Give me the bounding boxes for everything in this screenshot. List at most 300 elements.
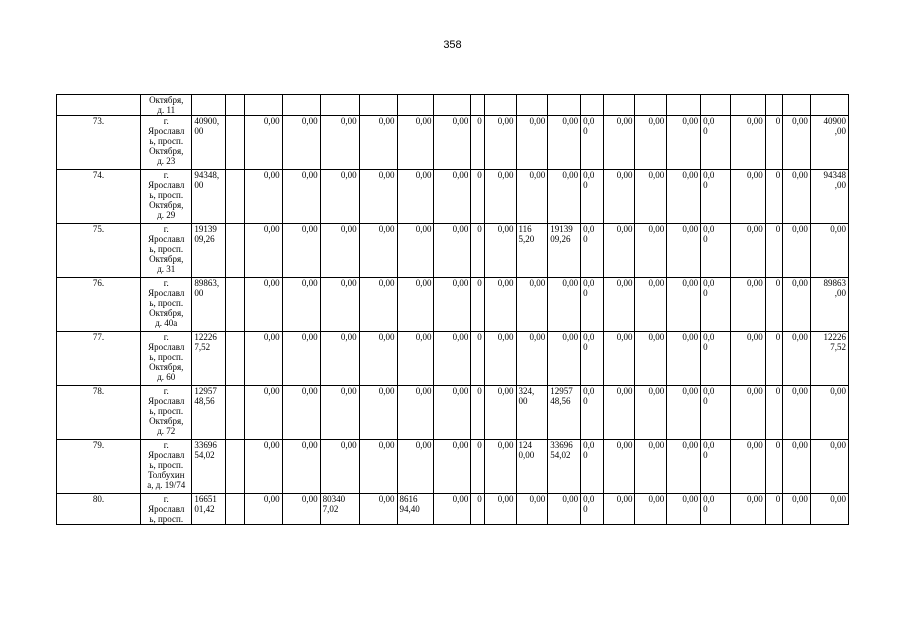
cell-line: д. 31: [157, 264, 176, 274]
value-cell: 0,00: [783, 494, 811, 525]
value-cell: [516, 386, 548, 440]
cell-line: 0,0: [703, 170, 715, 180]
value-cell: 0: [765, 386, 782, 440]
cell-line: ь, просп.: [149, 514, 184, 524]
value-cell: 0,00: [282, 224, 320, 278]
value-cell: [810, 332, 848, 386]
address-cell: [141, 332, 192, 386]
value-cell: [581, 170, 604, 224]
value-cell: [701, 386, 731, 440]
row-number-cell: 73.: [57, 116, 141, 170]
cell-line: 0,0: [703, 224, 715, 234]
cell-line: 5,20: [518, 234, 535, 244]
value-cell: 0,00: [730, 440, 765, 494]
cell-line: Ярославл: [148, 342, 185, 352]
table-row: [57, 332, 849, 386]
value-cell: 0: [765, 440, 782, 494]
value-cell: 0,00: [635, 278, 667, 332]
address-cell: [141, 170, 192, 224]
value-cell: 0,00: [244, 494, 282, 525]
value-cell: 0: [471, 386, 484, 440]
value-cell: 0,00: [667, 332, 701, 386]
cell-line: 0,00: [830, 494, 846, 504]
value-cell: [810, 278, 848, 332]
address-cell: [141, 440, 192, 494]
cell-line: 0,0: [583, 224, 595, 234]
value-cell: 0,00: [548, 494, 581, 525]
empty-cell: [783, 95, 811, 116]
value-cell: 0,00: [484, 278, 516, 332]
cell-line: 0: [583, 450, 588, 460]
cell-line: д. 11: [157, 105, 176, 115]
empty-cell: [581, 95, 604, 116]
cell-line: 124: [518, 440, 532, 450]
empty-cell: [320, 95, 359, 116]
cell-line: 0: [703, 450, 708, 460]
cell-line: Ярославл: [148, 180, 185, 190]
value-cell: 0: [471, 440, 484, 494]
value-cell: 0,00: [244, 224, 282, 278]
value-cell: 0,00: [282, 494, 320, 525]
value-cell: 0,00: [320, 332, 359, 386]
cell-line: 0: [703, 288, 708, 298]
value-cell: 0,00: [635, 170, 667, 224]
value-cell: 0,00: [603, 170, 635, 224]
cell-line: 0: [583, 342, 588, 352]
cell-line: ь, просп.: [149, 190, 184, 200]
cell-line: г.: [163, 278, 169, 288]
value-cell: 0,00: [548, 170, 581, 224]
cell-line: 0,0: [703, 494, 715, 504]
value-cell: 0,00: [603, 224, 635, 278]
value-cell: 0,00: [516, 494, 548, 525]
cell-line: Ярославл: [148, 504, 185, 514]
table-row: [57, 95, 849, 116]
value-cell: 0,00: [397, 440, 434, 494]
value-cell: 0,00: [244, 386, 282, 440]
table-row: [57, 494, 849, 525]
value-cell: 0: [765, 170, 782, 224]
cell-line: 0,0: [583, 278, 595, 288]
cell-line: 0,00: [518, 450, 535, 460]
value-cell: 0: [471, 116, 484, 170]
value-cell: 0,00: [434, 116, 471, 170]
empty-cell: [701, 95, 731, 116]
cell-line: 48,56: [194, 396, 215, 406]
cell-line: ь, просп.: [149, 244, 184, 254]
value-cell: 0,00: [730, 170, 765, 224]
empty-cell: [57, 95, 141, 116]
address-cell: [141, 278, 192, 332]
value-cell: 0,00: [635, 440, 667, 494]
value-cell: [192, 440, 226, 494]
empty-cell: [226, 95, 244, 116]
value-cell: [516, 224, 548, 278]
empty-cell: [359, 95, 397, 116]
cell-line: г.: [163, 494, 169, 504]
empty-cell: [226, 278, 244, 332]
cell-line: 12226: [823, 332, 846, 342]
cell-line: 0,0: [703, 332, 715, 342]
value-cell: [810, 386, 848, 440]
value-cell: [548, 440, 581, 494]
cell-line: 01,42: [194, 504, 215, 514]
cell-line: 33696: [550, 440, 573, 450]
cell-line: 48,56: [550, 396, 571, 406]
cell-line: д. 29: [157, 210, 176, 220]
value-cell: 0,00: [635, 386, 667, 440]
value-cell: 0,00: [516, 170, 548, 224]
value-cell: [548, 224, 581, 278]
cell-line: Октября,: [149, 362, 184, 372]
address-cell: [141, 494, 192, 525]
cell-line: а, д. 19/74: [147, 480, 186, 490]
cell-line: д. 72: [157, 426, 176, 436]
value-cell: [516, 440, 548, 494]
cell-line: 12957: [550, 386, 573, 396]
value-cell: [581, 332, 604, 386]
table-row: [57, 278, 849, 332]
empty-cell: [810, 95, 848, 116]
value-cell: [701, 116, 731, 170]
cell-line: д. 60: [157, 372, 176, 382]
empty-cell: [282, 95, 320, 116]
cell-line: 12957: [194, 386, 217, 396]
value-cell: 0: [471, 332, 484, 386]
value-cell: [192, 494, 226, 525]
value-cell: 0,00: [397, 224, 434, 278]
cell-line: ь, просп.: [149, 136, 184, 146]
value-cell: 0,00: [359, 116, 397, 170]
value-cell: 0,00: [730, 224, 765, 278]
value-cell: 0,00: [730, 332, 765, 386]
cell-line: Ярославл: [148, 450, 185, 460]
value-cell: 0,00: [667, 386, 701, 440]
cell-line: 0,0: [703, 386, 715, 396]
value-cell: 0,00: [783, 278, 811, 332]
empty-cell: [548, 95, 581, 116]
empty-cell: [484, 95, 516, 116]
value-cell: 0,00: [282, 170, 320, 224]
address-cell: [141, 224, 192, 278]
cell-line: Октября,: [149, 146, 184, 156]
empty-cell: [226, 116, 244, 170]
cell-line: ,00: [834, 180, 846, 190]
value-cell: 0,00: [434, 494, 471, 525]
value-cell: 0,00: [434, 332, 471, 386]
value-cell: 0,00: [320, 440, 359, 494]
value-cell: 0,00: [635, 224, 667, 278]
row-number-cell: 75.: [57, 224, 141, 278]
cell-line: 0,0: [583, 332, 595, 342]
row-number-cell: 77.: [57, 332, 141, 386]
value-cell: 0,00: [667, 440, 701, 494]
cell-line: 09,26: [550, 234, 571, 244]
row-number-cell: 76.: [57, 278, 141, 332]
cell-line: 00: [194, 126, 204, 136]
value-cell: 0,00: [516, 116, 548, 170]
cell-line: 7,02: [322, 504, 339, 514]
value-cell: 0,00: [667, 116, 701, 170]
cell-line: Ярославл: [148, 126, 185, 136]
value-cell: 0,00: [244, 116, 282, 170]
value-cell: 0,00: [244, 332, 282, 386]
cell-line: 7,52: [830, 342, 846, 352]
value-cell: 0,00: [484, 224, 516, 278]
cell-line: 7,52: [194, 342, 211, 352]
cell-line: 0,0: [583, 440, 595, 450]
value-cell: 0,00: [434, 224, 471, 278]
value-cell: 0,00: [282, 332, 320, 386]
value-cell: 0,00: [667, 170, 701, 224]
table-row: [57, 224, 849, 278]
cell-line: г.: [163, 224, 169, 234]
value-cell: [192, 332, 226, 386]
value-cell: 0,00: [244, 170, 282, 224]
value-cell: [581, 278, 604, 332]
value-cell: 0,00: [434, 386, 471, 440]
value-cell: 0,00: [397, 170, 434, 224]
value-cell: [701, 332, 731, 386]
cell-line: ь, просп.: [149, 406, 184, 416]
row-number-cell: 80.: [57, 494, 141, 525]
value-cell: 0,00: [434, 440, 471, 494]
cell-line: 0: [583, 180, 588, 190]
value-cell: [581, 116, 604, 170]
table-row: [57, 116, 849, 170]
empty-cell: [603, 95, 635, 116]
value-cell: 0,00: [730, 116, 765, 170]
address-cell: [141, 386, 192, 440]
cell-line: 0: [703, 396, 708, 406]
value-cell: 0,00: [635, 116, 667, 170]
cell-line: ,00: [834, 126, 846, 136]
cell-line: 89863,: [194, 278, 220, 288]
value-cell: 0,00: [244, 278, 282, 332]
cell-line: 0,00: [830, 440, 846, 450]
value-cell: 0,00: [484, 332, 516, 386]
empty-cell: [667, 95, 701, 116]
address-cell: [141, 116, 192, 170]
cell-line: 19139: [194, 224, 217, 234]
value-cell: 0,00: [244, 440, 282, 494]
value-cell: 0: [765, 494, 782, 525]
value-cell: [701, 440, 731, 494]
empty-cell: [471, 95, 484, 116]
cell-line: 0: [583, 234, 588, 244]
empty-cell: [226, 386, 244, 440]
cell-line: 94,40: [399, 504, 420, 514]
cell-line: г.: [163, 440, 169, 450]
value-cell: [320, 494, 359, 525]
cell-line: 0,0: [703, 440, 715, 450]
value-cell: [810, 116, 848, 170]
empty-cell: [397, 95, 434, 116]
table-row: [57, 170, 849, 224]
cell-line: 00: [194, 288, 204, 298]
value-cell: [192, 386, 226, 440]
cell-line: 40900,: [194, 116, 220, 126]
value-cell: 0,00: [359, 494, 397, 525]
cell-line: 33696: [194, 440, 217, 450]
empty-cell: [516, 95, 548, 116]
cell-line: 0: [703, 180, 708, 190]
value-cell: [810, 494, 848, 525]
cell-line: 0: [703, 234, 708, 244]
value-cell: 0,00: [359, 332, 397, 386]
cell-line: 54,02: [550, 450, 571, 460]
value-cell: 0,00: [603, 440, 635, 494]
value-cell: [397, 494, 434, 525]
value-cell: 0,00: [484, 494, 516, 525]
value-cell: 0,00: [730, 278, 765, 332]
value-cell: [701, 494, 731, 525]
cell-line: ь, просп.: [149, 460, 184, 470]
value-cell: 0,00: [320, 170, 359, 224]
cell-line: 0: [583, 396, 588, 406]
cell-line: 0: [583, 288, 588, 298]
value-cell: 0,00: [359, 440, 397, 494]
value-cell: 0: [471, 278, 484, 332]
value-cell: 0: [765, 278, 782, 332]
value-cell: 0,00: [484, 116, 516, 170]
empty-cell: [635, 95, 667, 116]
value-cell: 0,00: [359, 224, 397, 278]
cell-line: Октября,: [149, 95, 184, 105]
value-cell: 0,00: [320, 116, 359, 170]
cell-line: 80340: [322, 494, 346, 504]
cell-line: г.: [163, 170, 169, 180]
cell-line: 0,0: [583, 494, 595, 504]
row-number-cell: 74.: [57, 170, 141, 224]
cell-line: 0,0: [583, 116, 595, 126]
value-cell: 0: [765, 116, 782, 170]
cell-line: 0,00: [830, 224, 846, 234]
cell-line: 94348,: [194, 170, 220, 180]
cell-line: 0: [703, 342, 708, 352]
cell-line: 40900: [823, 116, 846, 126]
cell-line: Ярославл: [148, 288, 185, 298]
value-cell: [810, 170, 848, 224]
value-cell: 0,00: [548, 116, 581, 170]
value-cell: 0,00: [397, 386, 434, 440]
cell-line: г.: [163, 386, 169, 396]
cell-line: 0: [583, 126, 588, 136]
value-cell: 0,00: [783, 332, 811, 386]
value-cell: 0: [471, 494, 484, 525]
cell-line: ь, просп.: [149, 298, 184, 308]
cell-line: 0,0: [583, 386, 595, 396]
data-table: [56, 94, 849, 525]
value-cell: [581, 440, 604, 494]
cell-line: 19139: [550, 224, 573, 234]
cell-line: 00: [518, 396, 528, 406]
value-cell: [192, 116, 226, 170]
value-cell: 0,00: [603, 386, 635, 440]
value-cell: 0,00: [434, 170, 471, 224]
value-cell: 0,00: [667, 494, 701, 525]
cell-line: ,00: [834, 288, 846, 298]
value-cell: 0,00: [548, 278, 581, 332]
cell-line: 116: [518, 224, 532, 234]
cell-line: 54,02: [194, 450, 215, 460]
cell-line: Октября,: [149, 200, 184, 210]
cell-line: г.: [163, 116, 169, 126]
value-cell: 0,00: [359, 386, 397, 440]
empty-cell: [226, 170, 244, 224]
value-cell: [192, 224, 226, 278]
empty-cell: [226, 440, 244, 494]
value-cell: 0,00: [282, 440, 320, 494]
value-cell: 0: [765, 332, 782, 386]
cell-line: Октября,: [149, 254, 184, 264]
value-cell: [701, 170, 731, 224]
value-cell: [581, 224, 604, 278]
cell-line: 16651: [194, 494, 217, 504]
value-cell: 0,00: [667, 224, 701, 278]
cell-line: ь, просп.: [149, 352, 184, 362]
value-cell: 0: [765, 224, 782, 278]
cell-line: 8616: [399, 494, 418, 504]
address-cell: [141, 95, 192, 116]
value-cell: 0,00: [397, 116, 434, 170]
value-cell: [810, 440, 848, 494]
value-cell: 0,00: [783, 224, 811, 278]
value-cell: 0,00: [783, 386, 811, 440]
cell-line: г.: [163, 332, 169, 342]
value-cell: 0,00: [282, 278, 320, 332]
value-cell: 0,00: [397, 332, 434, 386]
value-cell: 0,00: [434, 278, 471, 332]
empty-cell: [226, 494, 244, 525]
cell-line: Ярославл: [148, 396, 185, 406]
value-cell: [548, 386, 581, 440]
cell-line: 0,0: [583, 170, 595, 180]
cell-line: 324,: [518, 386, 535, 396]
value-cell: 0,00: [603, 494, 635, 525]
empty-cell: [226, 224, 244, 278]
value-cell: 0,00: [635, 494, 667, 525]
cell-line: 0: [703, 126, 708, 136]
value-cell: 0,00: [516, 332, 548, 386]
value-cell: 0,00: [730, 386, 765, 440]
value-cell: 0,00: [635, 332, 667, 386]
cell-line: Толбухин: [147, 470, 185, 480]
value-cell: 0,00: [484, 386, 516, 440]
cell-line: д. 23: [157, 156, 176, 166]
cell-line: 00: [194, 180, 204, 190]
cell-line: 0: [583, 504, 588, 514]
value-cell: [192, 278, 226, 332]
value-cell: 0,00: [783, 440, 811, 494]
cell-line: Ярославл: [148, 234, 185, 244]
value-cell: 0,00: [359, 278, 397, 332]
empty-cell: [244, 95, 282, 116]
value-cell: 0,00: [484, 170, 516, 224]
value-cell: [581, 494, 604, 525]
value-cell: [701, 278, 731, 332]
cell-line: 12226: [194, 332, 217, 342]
table-row: [57, 386, 849, 440]
empty-cell: [730, 95, 765, 116]
value-cell: 0,00: [783, 116, 811, 170]
value-cell: 0,00: [516, 278, 548, 332]
value-cell: 0,00: [282, 386, 320, 440]
row-number-cell: 79.: [57, 440, 141, 494]
value-cell: 0,00: [320, 386, 359, 440]
empty-cell: [765, 95, 782, 116]
cell-line: 0: [703, 504, 708, 514]
